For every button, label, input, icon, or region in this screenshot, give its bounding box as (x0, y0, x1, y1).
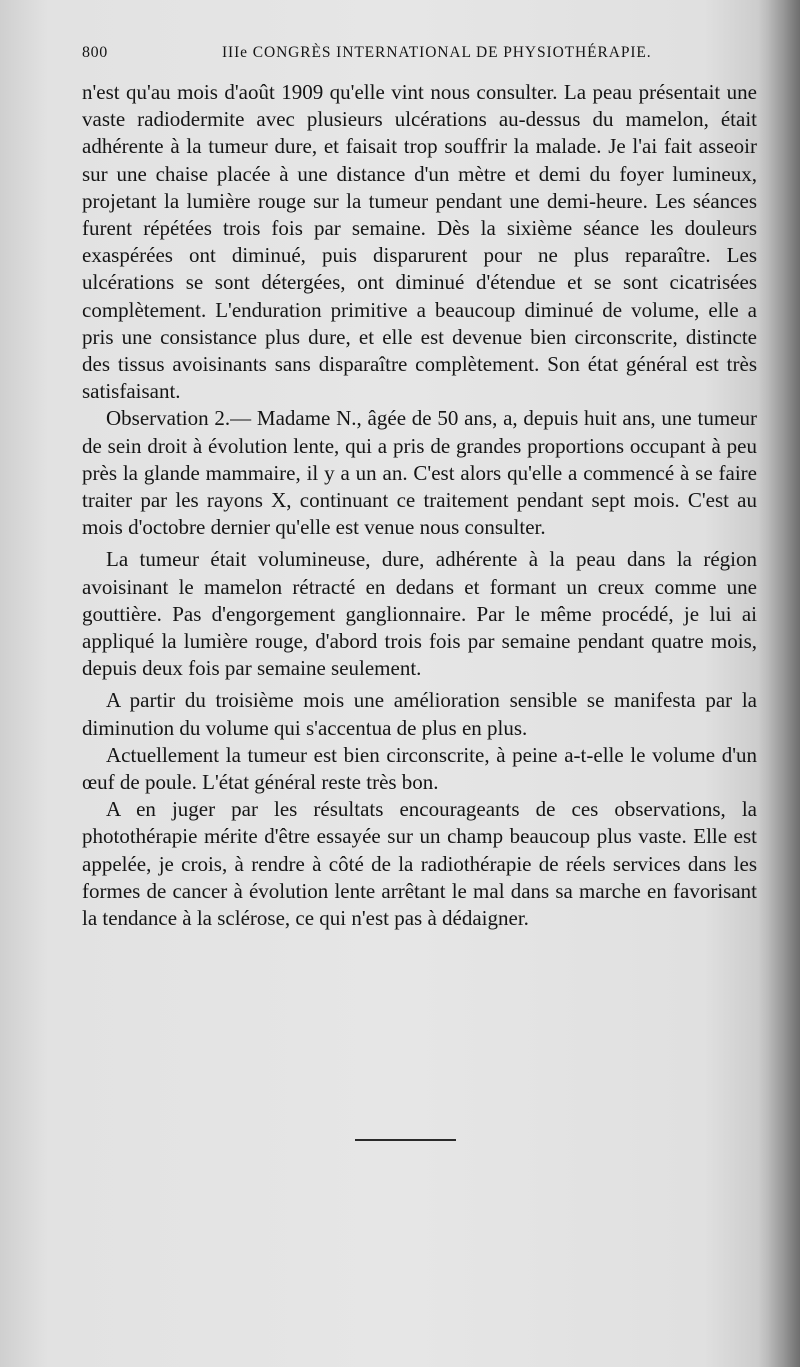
paragraph-actuellement: Actuellement la tumeur est bien circonscrite, à peine a-t-elle le volume d'un œuf de poule. L'état général reste très bon. (82, 742, 757, 795)
paragraph-conclusion: A en juger par les résultats encourageants de ces observations, la photothérapie mérite d'être essayée sur un champ beaucoup plus vaste. Elle est appelée, je crois, à rendre à côté de la radiothérapie de réels services dans les formes de cancer à évolution lente arrêtant le mal dans sa marche en favorisant la tendance à la sclérose, ce qui n'est pas à dédaigner. (82, 797, 757, 931)
section-divider-rule (355, 1139, 456, 1141)
paragraph-observation-2: Observation 2.— Madame N., âgée de 50 ans, a, depuis huit ans, une tumeur de sein droit à évolution lente, qui a pris de grandes proportions occupant à peu près la glande mammaire, il y a un an. C'est alors qu'elle a commencé à se faire traiter par les rayons X, continuant ce traitement pendant sept mois. C'est au mois d'octobre dernier qu'elle est venue nous consulter. (82, 406, 757, 540)
page-edge-shadow (758, 0, 800, 1367)
body-text (82, 79, 757, 932)
paragraph-tumeur-description: La tumeur était volumineuse, dure, adhérente à la peau dans la région avoisinant le mamelon rétracté en dedans et formant un creux comme une gouttière. Pas d'engorgement ganglionnaire. Par le même procédé, je lui ai appliqué la lumière rouge, d'abord trois fois par semaine pendant quatre mois, depuis deux fois par semaine seulement. (82, 547, 757, 681)
running-head: IIIe CONGRÈS INTERNATIONAL DE PHYSIOTHÉRAPIE. (222, 44, 652, 61)
paragraph-amelioration: A partir du troisième mois une amélioration sensible se manifesta par la diminution du volume qui s'accentua de plus en plus. (82, 688, 757, 740)
page-header (82, 44, 752, 70)
page-number: 800 (82, 44, 108, 61)
paragraph-continuation: n'est qu'au mois d'août 1909 qu'elle vint nous consulter. La peau présentait une vaste radiodermite avec plusieurs ulcérations au-dessus du mamelon, était adhérente à la tumeur dure, et faisait trop souffrir la malade. Je l'ai fait asseoir sur une chaise placée à une distance d'un mètre et demi du foyer lumineux, projetant la lumière rouge sur la tumeur pendant une demi-heure. Les séances furent répétées trois fois par semaine. Dès la sixième séance les douleurs exaspérées ont diminué, puis disparurent pour ne plus reparaître. Les ulcérations se sont détergées, ont diminué d'étendue et se sont cicatrisées complètement. L'enduration primitive a beaucoup diminué de volume, elle a pris une consistance plus dure, et elle est devenue bien circonscrite, distincte des tissus avoisinants sans disparaître complètement. Son état général est très satisfaisant. (82, 80, 757, 404)
